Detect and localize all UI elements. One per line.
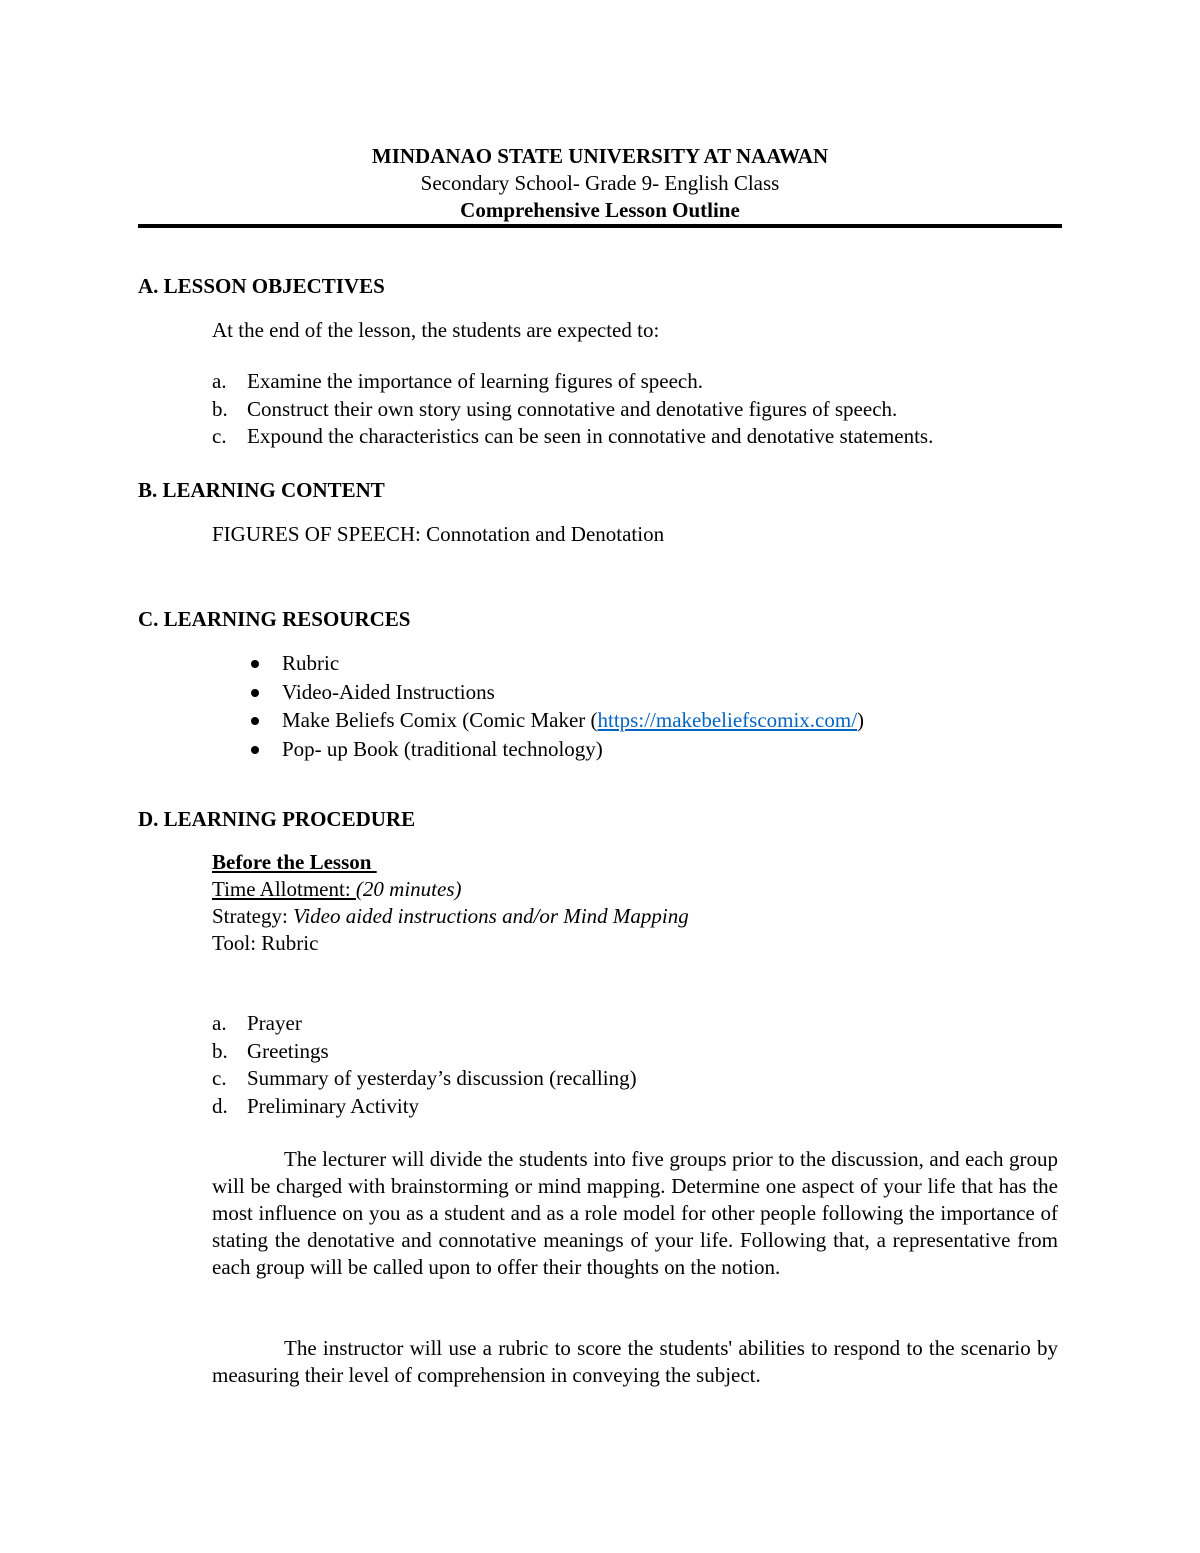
tool-line: Tool: Rubric [212,931,319,955]
time-label: Time Allotment: [212,877,356,901]
bullet-icon [251,717,259,725]
objectives-list [212,368,933,451]
university-name: MINDANAO STATE UNIVERSITY AT NAAWAN [371,144,829,168]
list-item [212,1010,637,1038]
objectives-intro: At the end of the lesson, the students are expected to: [212,318,660,342]
school-line: Secondary School- Grade 9- English Class [420,171,780,195]
resource-text: Video-Aided Instructions [282,679,495,704]
list-marker: c. [212,1066,227,1090]
list-item [212,396,933,424]
resource-text: Pop- up Book (traditional technology) [282,736,603,761]
list-marker: b. [212,1038,228,1063]
bullet-icon [251,660,259,668]
list-item [212,423,933,451]
header-divider [138,224,1062,228]
step-text: Summary of yesterday’s discussion (recalling) [247,1066,637,1090]
step-text: Prayer [247,1011,302,1035]
resource-prefix: Make Beliefs Comix (Comic Maker ( [282,708,598,732]
list-marker: b. [212,396,228,421]
list-item [248,678,864,707]
time-allotment [212,876,462,903]
step-text: Preliminary Activity [247,1093,420,1118]
section-d-heading: D. LEARNING PROCEDURE [138,807,416,831]
list-item [212,368,933,396]
list-item [212,1038,637,1066]
strategy-line [212,903,689,930]
list-item [212,1065,637,1093]
procedure-steps-list [212,1010,637,1120]
list-marker: c. [212,424,227,448]
strategy-label: Strategy: [212,904,294,928]
list-marker: a. [212,369,227,393]
strategy-value: Video aided instructions and/or Mind Mapping [293,904,689,928]
document-title: Comprehensive Lesson Outline [460,198,740,222]
objective-text: Expound the characteristics can be seen in connotative and denotative statements. [247,424,934,448]
makebeliefscomix-link[interactable]: https://makebeliefscomix.com/ [597,708,858,732]
procedure-paragraph-2: The instructor will use a rubric to score the students' abilities to respond to the scenario by measuring their level of comprehension in conveying the subject. [212,1336,1058,1387]
list-marker: a. [212,1011,227,1035]
section-a-heading: A. LESSON OBJECTIVES [138,274,385,298]
section-b-heading: B. LEARNING CONTENT [138,478,385,502]
procedure-paragraph-1: The lecturer will divide the students into five groups prior to the discussion, and each group will be charged with brainstorming or mind mapping. Determine one aspect of your life that has the most influence on you as a student and as a role model for other people following the importance of stating the denotative and connotative meanings of your life. Following that, a representative from each group will be called upon to offer their thoughts on the notion. [212,1147,1058,1279]
section-c-heading: C. LEARNING RESOURCES [138,607,411,631]
resource-suffix: ) [857,708,865,732]
list-item [248,706,864,735]
step-text: Greetings [247,1038,329,1063]
time-value: (20 minutes) [355,877,462,901]
objective-text: Construct their own story using connotative and denotative figures of speech. [247,396,898,421]
bullet-icon [251,689,259,697]
resource-text: Rubric [282,651,340,675]
list-marker: d. [212,1093,228,1118]
bullet-icon [251,746,259,754]
before-lesson-heading: Before the Lesson [212,850,377,874]
objective-text: Examine the importance of learning figures of speech. [247,369,703,393]
list-item [248,649,864,678]
list-item [212,1093,637,1121]
list-item [248,735,864,764]
resources-list [248,649,864,763]
learning-content-text: FIGURES OF SPEECH: Connotation and Denotation [212,522,665,546]
document-header [138,142,1062,224]
